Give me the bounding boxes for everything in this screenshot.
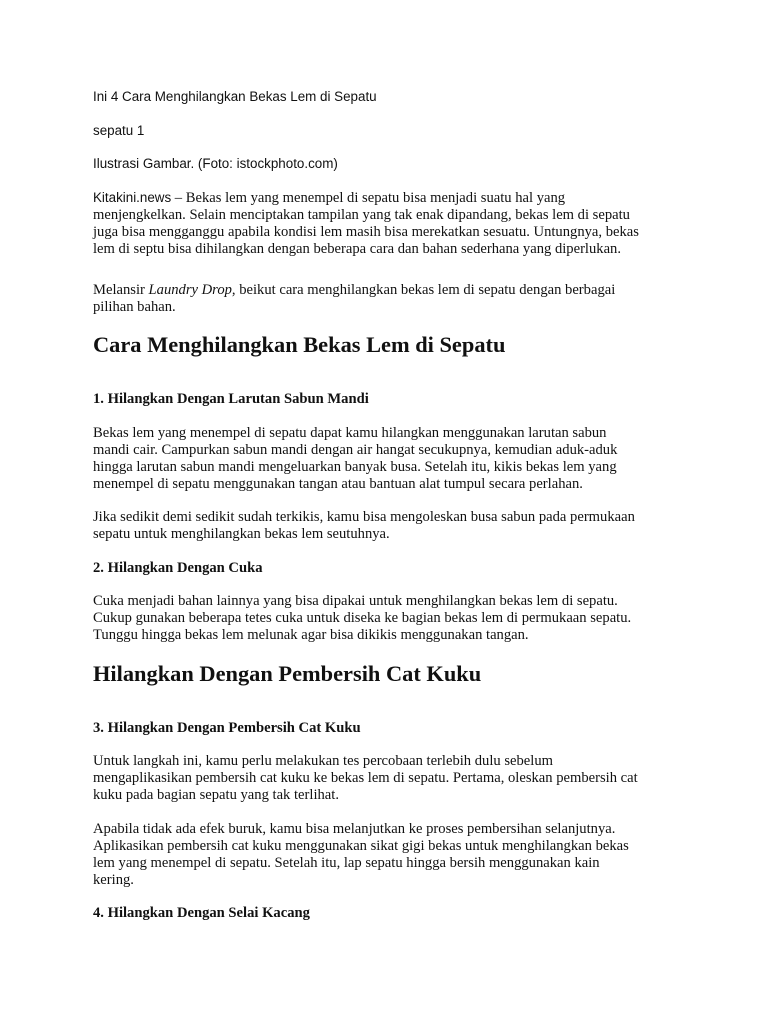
para-line: Untuk langkah ini, kamu perlu melakukan tes percobaan terlebih dulu sebelum	[93, 753, 553, 769]
melansir-line	[93, 282, 693, 299]
intro-line-text: – Bekas lem yang menempel di sepatu bisa menjadi suatu hal yang	[171, 190, 566, 206]
intro-line: menjengkelkan. Selain menciptakan tampilan yang tak enak dipandang, bekas lem di sepatu	[93, 207, 630, 224]
para-line: Tunggu hingga bekas lem melunak agar bisa dikikis menggunakan tangan.	[93, 627, 529, 644]
para-line: Cuka menjadi bahan lainnya yang bisa dipakai untuk menghilangkan bekas lem di sepatu.	[93, 593, 618, 609]
step-heading: 2. Hilangkan Dengan Cuka	[93, 560, 263, 576]
step-paragraph	[93, 821, 693, 889]
para-line: Aplikasikan pembersih cat kuku menggunakan sikat gigi bekas untuk menghilangkan bekas	[93, 838, 629, 855]
image-caption: Ilustrasi Gambar. (Foto: istockphoto.com)	[93, 156, 338, 171]
article-title-line: Ini 4 Cara Menghilangkan Bekas Lem di Sepatu	[93, 89, 377, 104]
step-heading: 4. Hilangkan Dengan Selai Kacang	[93, 905, 310, 921]
para-line: kuku pada bagian sepatu yang tak terlihat.	[93, 787, 339, 804]
para-line: Cukup gunakan beberapa tetes cuka untuk diseka ke bagian bekas lem di permukaan sepatu.	[93, 610, 632, 627]
intro-line: juga bisa mengganggu apabila kondisi lem masih bisa merekatkan sesuatu. Untungnya, bekas	[93, 224, 639, 241]
step-heading: 1. Hilangkan Dengan Larutan Sabun Mandi	[93, 391, 369, 407]
intro-paragraph	[93, 189, 693, 258]
para-line: menempel di sepatu menggunakan tangan atau bantuan alat tumpul secara perlahan.	[93, 476, 583, 493]
intro-line	[93, 189, 693, 207]
step-paragraph	[93, 753, 693, 804]
para-line: mengaplikasikan pembersih cat kuku ke bekas lem di sepatu. Pertama, oleskan pembersih cat	[93, 770, 638, 787]
step-heading: 3. Hilangkan Dengan Pembersih Cat Kuku	[93, 720, 361, 736]
step-paragraph	[93, 593, 693, 644]
para-line: Jika sedikit demi sedikit sudah terkikis, kamu bisa mengoleskan busa sabun pada permukaan	[93, 509, 635, 525]
intro-line: lem di septu bisa dihilangkan dengan beberapa cara dan bahan sederhana yang diperlukan.	[93, 241, 622, 258]
melansir-paragraph	[93, 282, 693, 316]
para-line: hingga larutan sabun mandi mengeluarkan banyak busa. Setelah itu, kikis bekas lem yang	[93, 459, 617, 476]
step-paragraph	[93, 509, 693, 543]
para-line: Apabila tidak ada efek buruk, kamu bisa melanjutkan ke proses pembersihan selanjutnya.	[93, 821, 616, 837]
melansir-suffix: , beikut cara menghilangkan bekas lem di sepatu dengan berbagai	[231, 282, 616, 298]
para-line: sepatu untuk menghilangkan bekas lem seutuhnya.	[93, 526, 390, 543]
para-line: Bekas lem yang menempel di sepatu dapat kamu hilangkan menggunakan larutan sabun	[93, 425, 607, 441]
para-line: mandi cair. Campurkan sabun mandi dengan air hangat secukupnya, kemudian aduk-aduk	[93, 442, 618, 459]
section-heading: Cara Menghilangkan Bekas Lem di Sepatu	[93, 332, 506, 357]
section-heading: Hilangkan Dengan Pembersih Cat Kuku	[93, 661, 482, 686]
image-alt-text: sepatu 1	[93, 123, 145, 138]
melansir-line: pilihan bahan.	[93, 299, 176, 316]
intro-source: Kitakini.news	[93, 190, 172, 205]
melansir-source: Laundry Drop	[148, 282, 232, 298]
step-paragraph	[93, 425, 693, 493]
para-line: lem yang menempel di sepatu. Setelah itu, lap sepatu hingga bersih menggunakan kain	[93, 855, 600, 872]
melansir-prefix: Melansir	[93, 282, 149, 298]
para-line: kering.	[93, 872, 134, 889]
